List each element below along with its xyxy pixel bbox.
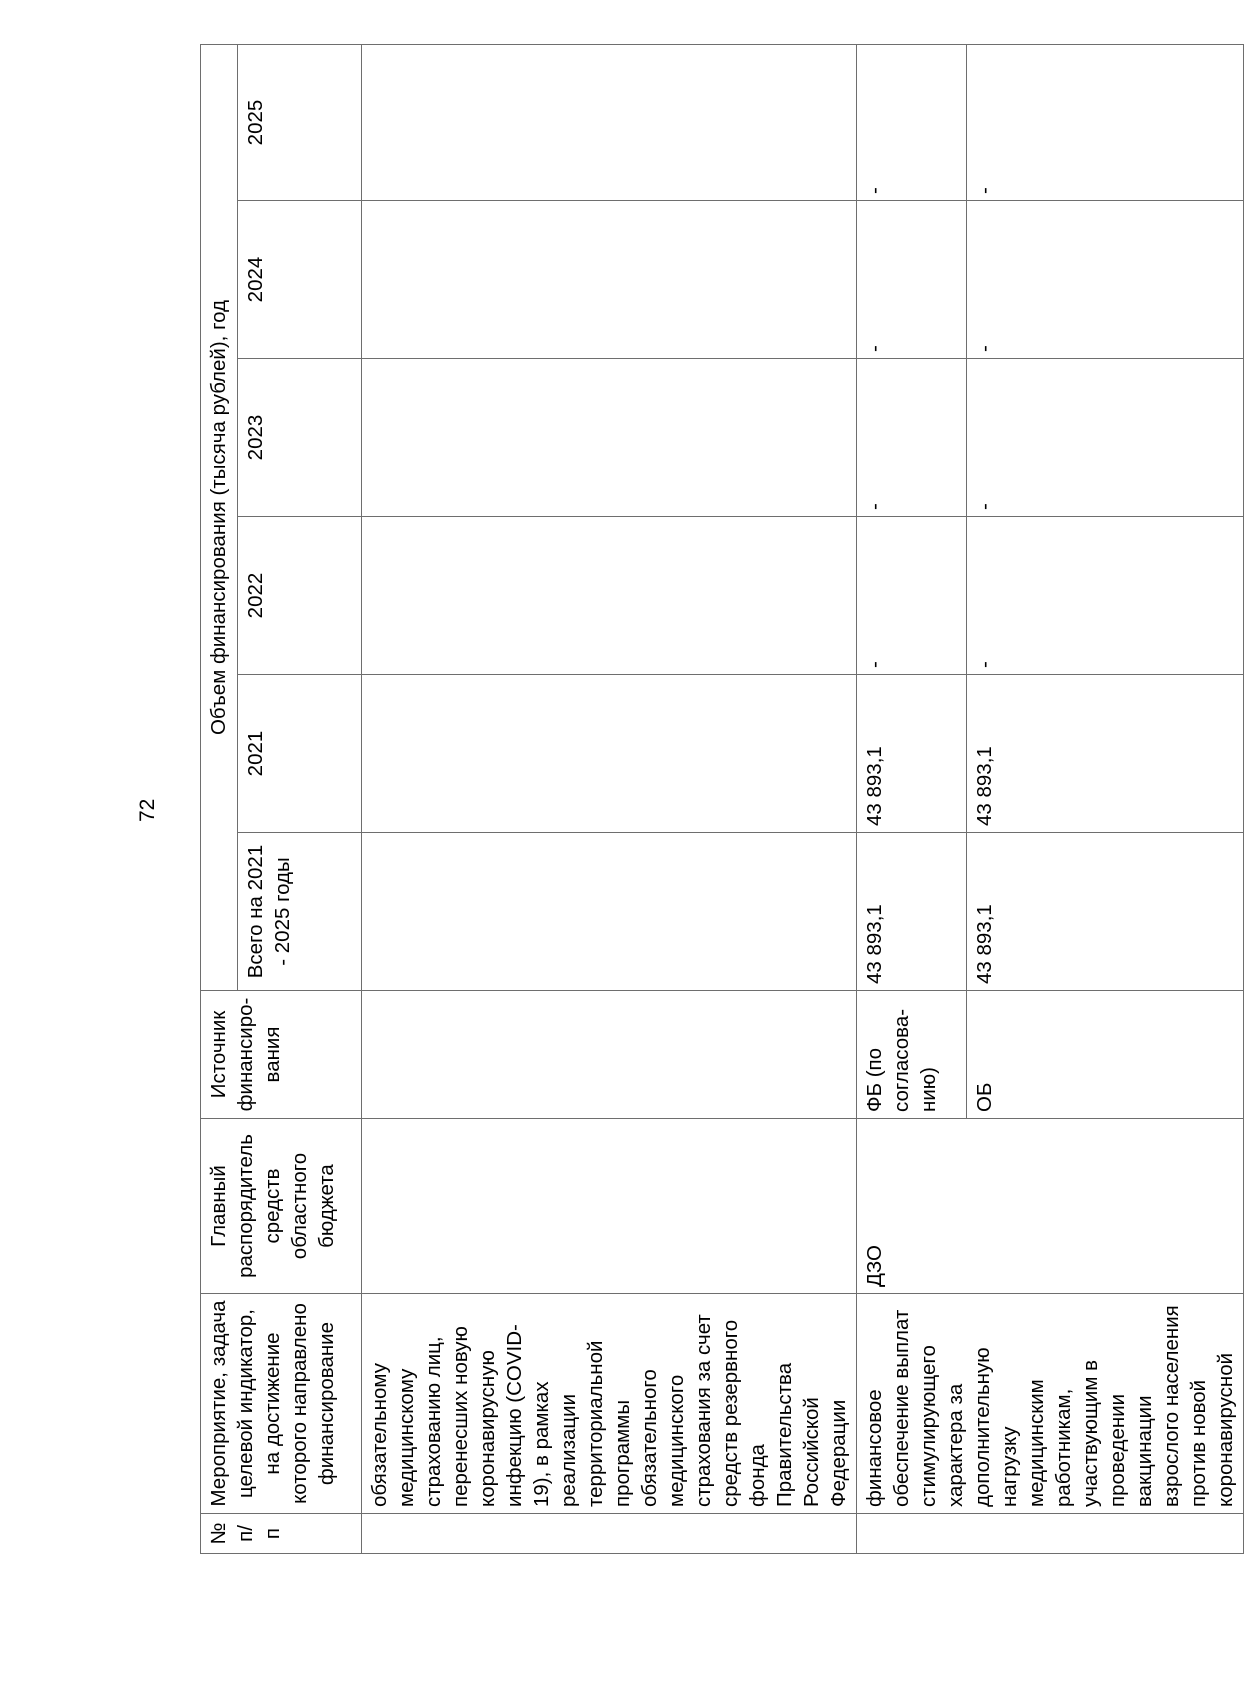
event-cell: финансовое обеспечение выплат стимулирующего характера за дополнительную нагрузку медицинским работникам, участвующим в проведении вакцинации взрослого населения против новой коронавирусной [857,1294,1244,1514]
value-cell-2023: - [857,359,967,517]
page-number: 72 [136,798,159,822]
header-year-2023: 2023 [238,359,362,517]
financing-table [200,44,1244,1554]
header-year-2025: 2025 [238,45,362,201]
source-cell [362,991,857,1119]
value-cell-2022 [362,517,857,675]
table-row [857,45,967,1554]
value-cell-2025: - [967,45,1244,201]
value-cell-2024: - [857,201,967,359]
value-cell-2023: - [967,359,1244,517]
value-cell-2021: 43 893,1 [857,675,967,833]
row-num [362,1514,857,1554]
value-cell-2022: - [967,517,1244,675]
total-cell: 43 893,1 [857,833,967,991]
rotated-table-container [200,45,1237,1554]
row-num [857,1514,1244,1554]
total-cell: 43 893,1 [967,833,1244,991]
header-volume: Объем финансирования (тысяча рублей), год [201,45,238,991]
event-cell: обязательному медицинскому страхованию лиц, перенесших новую коронавирусную инфекцию (COVID-19), в рамках реализации территориальной программы обязательного медицинского страхования за счет средств резервного фонда Правительства Российской Федерации [362,1294,857,1514]
header-num: № п/п [201,1514,362,1554]
value-cell-2021: 43 893,1 [967,675,1244,833]
header-year-2021: 2021 [238,675,362,833]
value-cell-2023 [362,359,857,517]
manager-cell: ДЗО [857,1119,1244,1294]
value-cell-2024: - [967,201,1244,359]
value-cell-2022: - [857,517,967,675]
value-cell-2025: - [857,45,967,201]
header-event: Мероприятие, задача целевой индикатор, на достижение которого направлено финансирование [201,1294,362,1514]
source-cell: ФБ (по согласова-нию) [857,991,967,1119]
manager-cell [362,1119,857,1294]
total-cell [362,833,857,991]
value-cell-2024 [362,201,857,359]
table-row [362,45,857,1554]
header-source: Источник финансиро-вания [201,991,362,1119]
header-total: Всего на 2021 - 2025 годы [238,833,362,991]
header-year-2024: 2024 [238,201,362,359]
value-cell-2025 [362,45,857,201]
value-cell-2021 [362,675,857,833]
source-cell: ОБ [967,991,1244,1119]
header-year-2022: 2022 [238,517,362,675]
header-manager: Главный распорядитель средств областного бюджета [201,1119,362,1294]
